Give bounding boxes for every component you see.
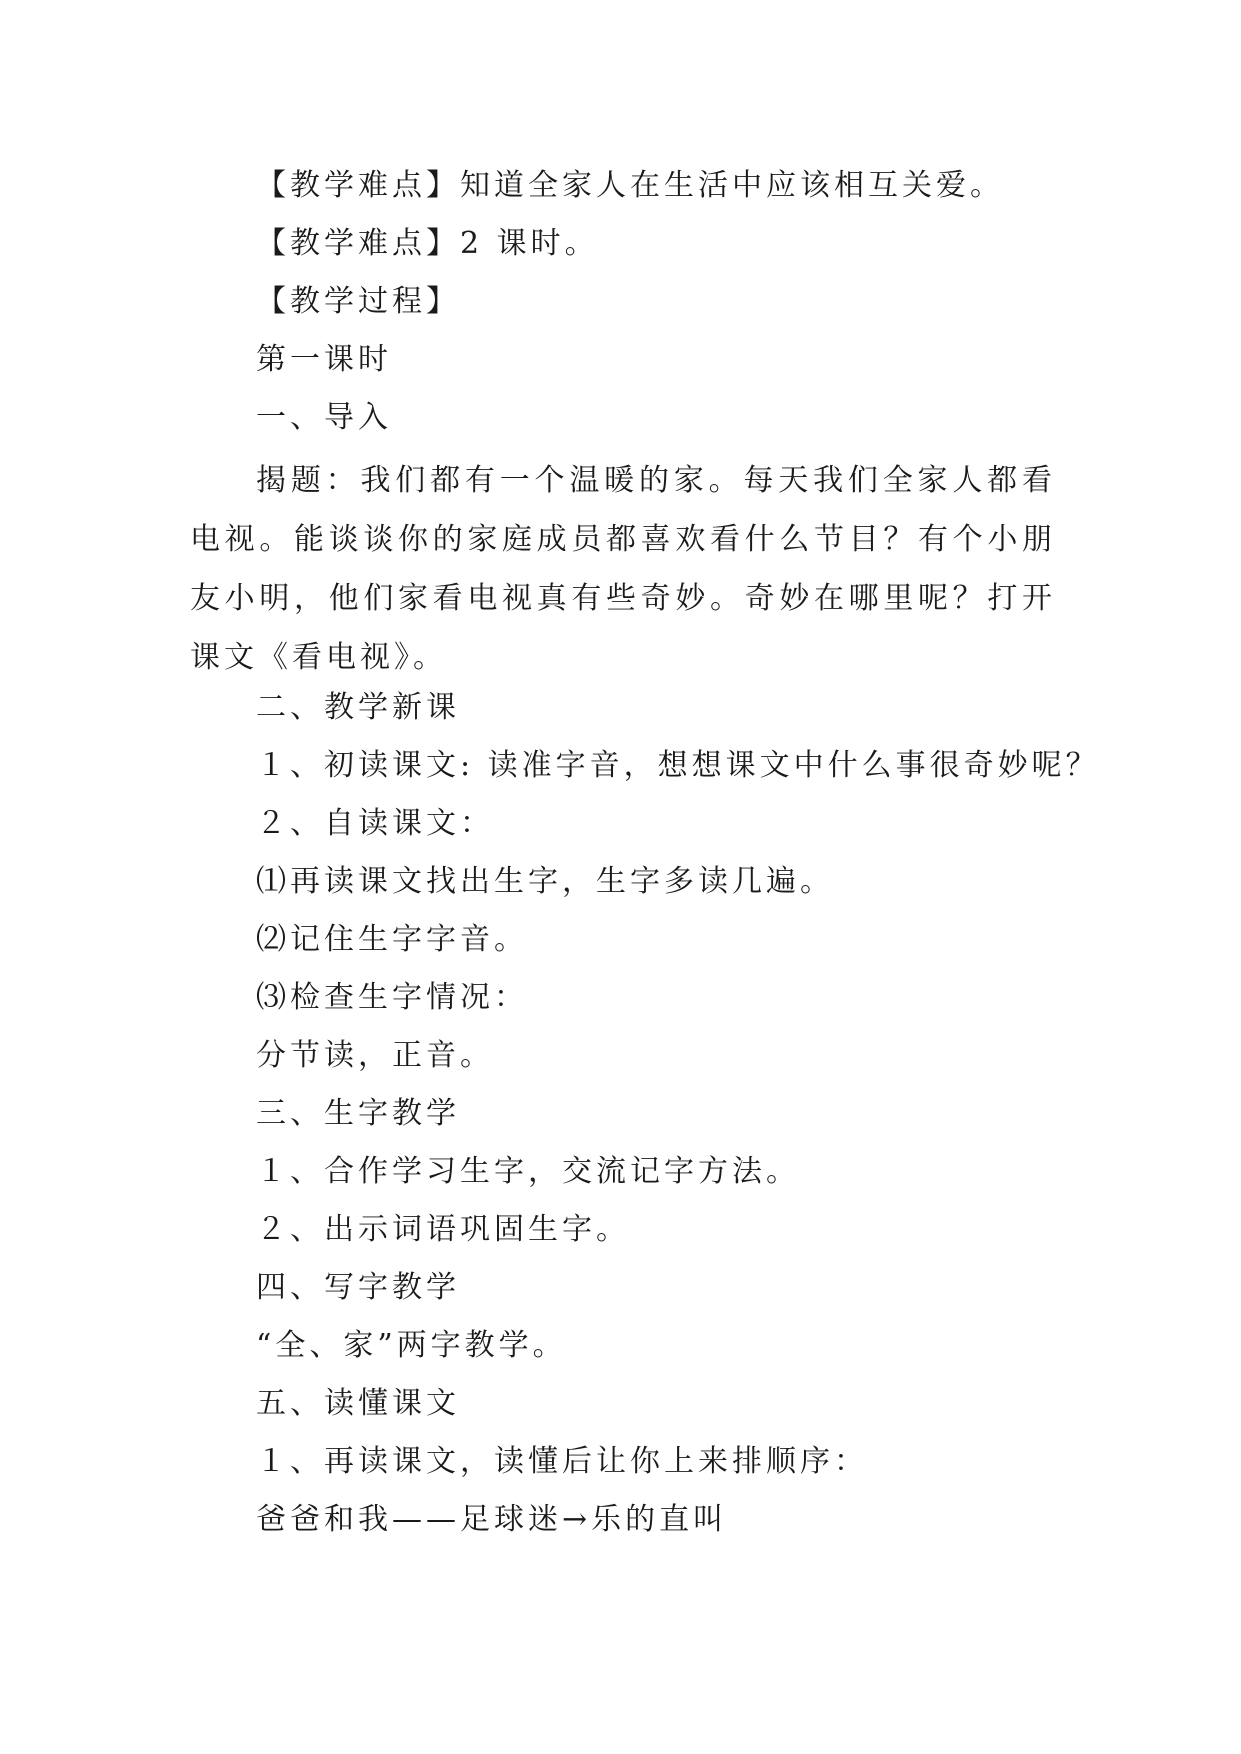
text-line: 二、教学新课 bbox=[256, 690, 460, 725]
text-line: 爸爸和我——足球迷→乐的直叫 bbox=[256, 1502, 728, 1537]
text-line: ⑶检查生字情况： bbox=[256, 980, 528, 1015]
text-line: 四、写字教学 bbox=[256, 1270, 460, 1305]
text-line: １、初读课文: 读准字音，想想课文中什么事很奇妙呢？ bbox=[256, 748, 1100, 783]
text-line: 第一课时 bbox=[256, 342, 392, 377]
text-line: 【教学过程】 bbox=[256, 284, 460, 319]
text-line: 一、导入 bbox=[256, 400, 392, 435]
text-line: ⑴再读课文找出生字，生字多读几遍。 bbox=[256, 864, 834, 899]
text-line: ２、出示词语巩固生字。 bbox=[256, 1212, 630, 1247]
text-line: “全、家”两字教学。 bbox=[256, 1328, 567, 1363]
text-line: 分节读，正音。 bbox=[256, 1038, 494, 1073]
text-line: 三、生字教学 bbox=[256, 1096, 460, 1131]
text-line: 【教学难点】2 课时。 bbox=[256, 226, 599, 261]
text-line: １、再读课文，读懂后让你上来排顺序： bbox=[256, 1444, 868, 1479]
text-line: 【教学难点】知道全家人在生活中应该相互关爱。 bbox=[256, 168, 1004, 203]
text-line: １、合作学习生字，交流记字方法。 bbox=[256, 1154, 800, 1189]
text-line: 五、读懂课文 bbox=[256, 1386, 460, 1421]
text-line: ⑵记住生字字音。 bbox=[256, 922, 528, 957]
paragraph: 揭题：我们都有一个温暖的家。每天我们全家人都看电视。能谈谈你的家庭成员都喜欢看什么节目？有个小朋友小明，他们家看电视真有些奇妙。奇妙在哪里呢？打开课文《看电视》。 bbox=[190, 463, 1056, 675]
text-line: ２、自读课文： bbox=[256, 806, 494, 841]
